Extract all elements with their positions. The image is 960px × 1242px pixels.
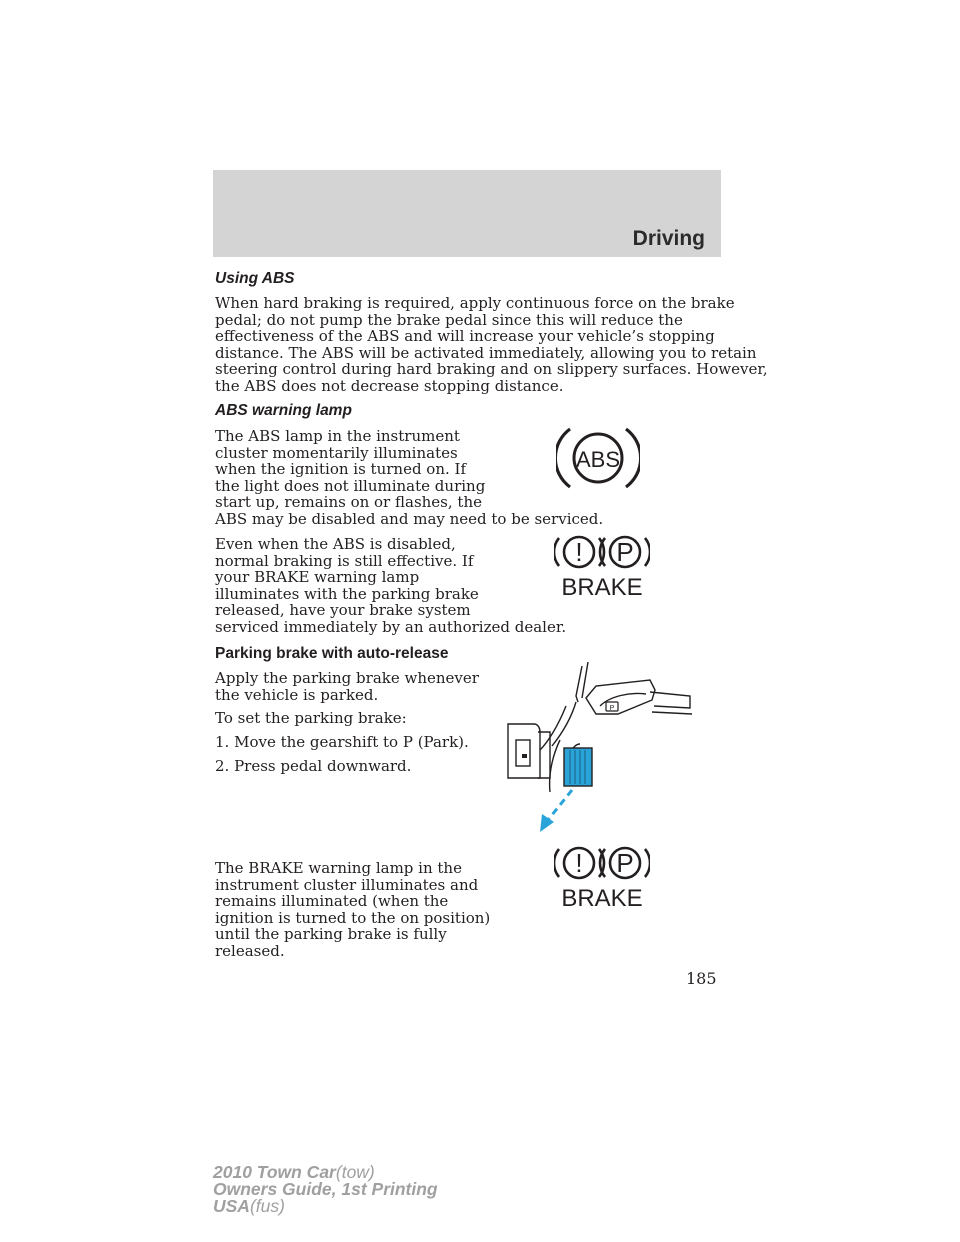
- footer-line-3: [213, 1198, 438, 1215]
- paragraph-abs-disabled: Even when the ABS is disabled, normal braking is still effective. If your BRAKE warning lamp illuminates with the parking brake released, have your brake system serviced immediately by an authorized dealer.: [215, 535, 567, 636]
- brake-lamp-exclaim: !: [575, 537, 583, 567]
- page-number: 185: [686, 969, 717, 988]
- heading-using-abs: Using ABS: [215, 270, 295, 287]
- paragraph-using-abs: When hard braking is required, apply continuous force on the brake pedal; do not pump the brake pedal since this will reduce the effectiveness of the ABS and will increase your vehicle’s stopping distance. The ABS will be activated immediately, allowing you to retain steering control during hard braking and on slippery surfaces. However, the ABS does not decrease stopping distance.: [215, 294, 768, 395]
- footer-model: 2010 Town Car: [213, 1162, 336, 1182]
- footer-region: USA: [213, 1196, 250, 1216]
- heading-parking-brake: Parking brake with auto-release: [215, 645, 449, 662]
- footer-region-code: (fus): [249, 1196, 285, 1216]
- footer: [213, 1164, 438, 1215]
- heading-abs-warning-lamp: ABS warning lamp: [215, 402, 352, 419]
- paragraph-set-parking-brake: To set the parking brake:: [215, 709, 407, 727]
- brake-lamp-label: BRAKE: [561, 574, 643, 601]
- abs-warning-lamp-icon: [556, 425, 640, 491]
- brake-lamp-exclaim: !: [575, 848, 583, 878]
- brake-lamp-p: P: [616, 537, 634, 567]
- step-2: 2. Press pedal downward.: [215, 757, 412, 775]
- step-1: 1. Move the gearshift to P (Park).: [215, 733, 469, 751]
- section-title: Driving: [632, 227, 705, 250]
- parking-brake-pedal-illustration: [500, 662, 700, 834]
- paragraph-abs-lamp: The ABS lamp in the instrument cluster momentarily illuminates when the ignition is turned on. If the light does not illuminate during start up, remains on or flashes, the ABS may be disabled and may need to be serviced.: [215, 427, 604, 528]
- brake-warning-lamp-icon: [554, 530, 650, 602]
- paragraph-brake-lamp-illuminates: The BRAKE warning lamp in the instrument cluster illuminates and remains illuminated (when the ignition is turned to the on position) until the parking brake is fully released.: [215, 859, 491, 960]
- brake-lamp-label: BRAKE: [561, 885, 643, 912]
- footer-line-2: Owners Guide, 1st Printing: [213, 1179, 438, 1199]
- section-header-band: [213, 170, 721, 257]
- brake-warning-lamp-icon: [554, 841, 650, 913]
- paragraph-apply-parking-brake: Apply the parking brake whenever the vehicle is parked.: [215, 669, 479, 704]
- brake-lamp-p: P: [616, 848, 634, 878]
- svg-text:P: P: [609, 705, 615, 712]
- footer-model-code: (tow): [335, 1162, 375, 1182]
- abs-lamp-text: ABS: [575, 447, 621, 472]
